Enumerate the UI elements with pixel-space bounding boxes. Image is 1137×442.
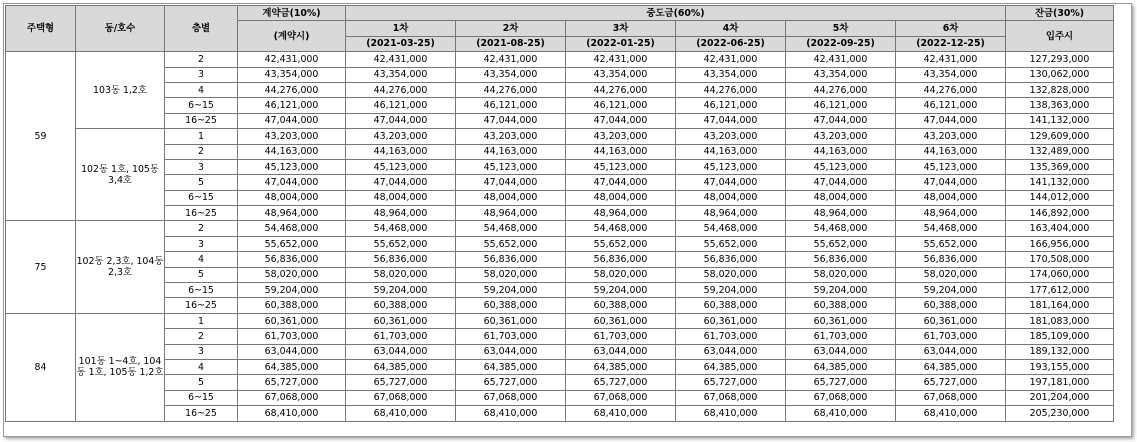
cell-deposit: 42,431,000 [238, 52, 346, 67]
cell-installment: 60,361,000 [786, 313, 896, 328]
cell-installment: 44,163,000 [896, 144, 1006, 159]
cell-installment: 44,276,000 [676, 82, 786, 97]
cell-installment: 55,652,000 [566, 236, 676, 251]
cell-installment: 48,964,000 [346, 206, 456, 221]
cell-balance: 141,132,000 [1006, 175, 1114, 190]
header-middle: 중도금(60%) [346, 6, 1006, 21]
header-balance: 잔금(30%) [1006, 6, 1114, 21]
cell-installment: 60,361,000 [896, 313, 1006, 328]
cell-deposit: 44,163,000 [238, 144, 346, 159]
cell-installment: 48,004,000 [786, 190, 896, 205]
cell-installment: 42,431,000 [456, 52, 566, 67]
cell-deposit: 55,652,000 [238, 236, 346, 251]
cell-installment: 54,468,000 [566, 221, 676, 236]
cell-deposit: 45,123,000 [238, 159, 346, 174]
cell-installment: 45,123,000 [566, 159, 676, 174]
cell-installment: 67,068,000 [676, 390, 786, 405]
cell-installment: 61,703,000 [786, 329, 896, 344]
cell-installment: 63,044,000 [346, 344, 456, 359]
cell-balance: 181,164,000 [1006, 298, 1114, 313]
cell-installment: 56,836,000 [566, 252, 676, 267]
cell-deposit: 59,204,000 [238, 283, 346, 298]
cell-installment: 65,727,000 [346, 375, 456, 390]
cell-installment: 44,163,000 [786, 144, 896, 159]
table-row [6, 252, 1114, 267]
cell-installment: 43,354,000 [676, 67, 786, 82]
cell-installment: 64,385,000 [896, 359, 1006, 374]
cell-deposit: 58,020,000 [238, 267, 346, 282]
header-installment-date: (2022-12-25) [896, 36, 1006, 51]
cell-installment: 67,068,000 [566, 390, 676, 405]
cell-installment: 54,468,000 [786, 221, 896, 236]
table-row [6, 298, 1114, 313]
cell-type: 75 [6, 221, 76, 313]
cell-floor: 6~15 [165, 98, 238, 113]
cell-installment: 48,004,000 [676, 190, 786, 205]
cell-dong: 102동 2,3호, 104동 2,3호 [76, 221, 165, 313]
header-floor: 층별 [165, 6, 238, 52]
table-row [6, 159, 1114, 174]
cell-installment: 47,044,000 [676, 175, 786, 190]
table-row [6, 113, 1114, 128]
cell-floor: 3 [165, 67, 238, 82]
cell-deposit: 60,388,000 [238, 298, 346, 313]
cell-installment: 67,068,000 [456, 390, 566, 405]
cell-deposit: 60,361,000 [238, 313, 346, 328]
header-installment-date: (2022-01-25) [566, 36, 676, 51]
cell-balance: 197,181,000 [1006, 375, 1114, 390]
cell-installment: 55,652,000 [346, 236, 456, 251]
cell-installment: 68,410,000 [566, 406, 676, 421]
cell-installment: 42,431,000 [346, 52, 456, 67]
cell-balance: 132,828,000 [1006, 82, 1114, 97]
cell-floor: 16~25 [165, 406, 238, 421]
cell-balance: 174,060,000 [1006, 267, 1114, 282]
cell-installment: 47,044,000 [896, 113, 1006, 128]
cell-installment: 65,727,000 [896, 375, 1006, 390]
cell-installment: 43,203,000 [786, 129, 896, 144]
cell-deposit: 47,044,000 [238, 175, 346, 190]
cell-installment: 67,068,000 [346, 390, 456, 405]
cell-installment: 46,121,000 [786, 98, 896, 113]
cell-floor: 16~25 [165, 113, 238, 128]
cell-floor: 5 [165, 175, 238, 190]
cell-installment: 59,204,000 [566, 283, 676, 298]
cell-installment: 42,431,000 [566, 52, 676, 67]
cell-installment: 46,121,000 [346, 98, 456, 113]
cell-floor: 4 [165, 82, 238, 97]
table-row [6, 206, 1114, 221]
table-row [6, 52, 1114, 67]
cell-installment: 48,964,000 [676, 206, 786, 221]
cell-installment: 44,163,000 [676, 144, 786, 159]
cell-floor: 16~25 [165, 298, 238, 313]
table-row [6, 98, 1114, 113]
cell-type: 59 [6, 52, 76, 221]
cell-installment: 55,652,000 [456, 236, 566, 251]
cell-balance: 170,508,000 [1006, 252, 1114, 267]
header-installment-date: (2021-03-25) [346, 36, 456, 51]
cell-dong: 103동 1,2호 [76, 52, 165, 129]
cell-deposit: 56,836,000 [238, 252, 346, 267]
cell-installment: 48,004,000 [566, 190, 676, 205]
table-row [6, 283, 1114, 298]
cell-installment: 43,354,000 [456, 67, 566, 82]
cell-installment: 45,123,000 [346, 159, 456, 174]
cell-installment: 43,203,000 [676, 129, 786, 144]
cell-deposit: 43,203,000 [238, 129, 346, 144]
cell-balance: 193,155,000 [1006, 359, 1114, 374]
header-dong: 동/호수 [76, 6, 165, 52]
cell-installment: 42,431,000 [896, 52, 1006, 67]
cell-installment: 61,703,000 [456, 329, 566, 344]
cell-deposit: 46,121,000 [238, 98, 346, 113]
cell-deposit: 47,044,000 [238, 113, 346, 128]
cell-installment: 58,020,000 [566, 267, 676, 282]
cell-installment: 47,044,000 [676, 113, 786, 128]
cell-installment: 60,388,000 [786, 298, 896, 313]
cell-installment: 47,044,000 [566, 175, 676, 190]
cell-installment: 65,727,000 [676, 375, 786, 390]
cell-installment: 47,044,000 [456, 113, 566, 128]
cell-installment: 60,388,000 [456, 298, 566, 313]
cell-installment: 60,361,000 [566, 313, 676, 328]
cell-installment: 43,203,000 [346, 129, 456, 144]
cell-installment: 60,361,000 [346, 313, 456, 328]
table-header [6, 6, 1114, 52]
table-row [6, 67, 1114, 82]
cell-installment: 48,964,000 [786, 206, 896, 221]
cell-floor: 4 [165, 359, 238, 374]
cell-balance: 127,293,000 [1006, 52, 1114, 67]
cell-balance: 201,204,000 [1006, 390, 1114, 405]
cell-installment: 60,388,000 [676, 298, 786, 313]
cell-installment: 42,431,000 [676, 52, 786, 67]
table-row [6, 359, 1114, 374]
cell-installment: 56,836,000 [896, 252, 1006, 267]
cell-installment: 48,004,000 [456, 190, 566, 205]
cell-installment: 46,121,000 [896, 98, 1006, 113]
cell-installment: 61,703,000 [566, 329, 676, 344]
cell-installment: 68,410,000 [346, 406, 456, 421]
cell-balance: 166,956,000 [1006, 236, 1114, 251]
cell-installment: 45,123,000 [456, 159, 566, 174]
cell-balance: 189,132,000 [1006, 344, 1114, 359]
cell-installment: 47,044,000 [566, 113, 676, 128]
cell-installment: 43,354,000 [786, 67, 896, 82]
table-row [6, 344, 1114, 359]
cell-installment: 68,410,000 [786, 406, 896, 421]
cell-installment: 59,204,000 [346, 283, 456, 298]
header-installment-label: 6차 [896, 21, 1006, 36]
cell-floor: 2 [165, 329, 238, 344]
cell-balance: 138,363,000 [1006, 98, 1114, 113]
cell-installment: 48,964,000 [456, 206, 566, 221]
cell-installment: 64,385,000 [786, 359, 896, 374]
cell-floor: 2 [165, 52, 238, 67]
header-installment-label: 1차 [346, 21, 456, 36]
cell-installment: 59,204,000 [896, 283, 1006, 298]
cell-installment: 68,410,000 [896, 406, 1006, 421]
cell-balance: 129,609,000 [1006, 129, 1114, 144]
cell-balance: 144,012,000 [1006, 190, 1114, 205]
cell-floor: 6~15 [165, 390, 238, 405]
cell-installment: 44,276,000 [896, 82, 1006, 97]
cell-installment: 43,354,000 [896, 67, 1006, 82]
cell-balance: 132,489,000 [1006, 144, 1114, 159]
cell-installment: 45,123,000 [676, 159, 786, 174]
cell-deposit: 61,703,000 [238, 329, 346, 344]
table-row [6, 221, 1114, 236]
header-installment-label: 5차 [786, 21, 896, 36]
cell-installment: 60,388,000 [896, 298, 1006, 313]
cell-installment: 48,964,000 [896, 206, 1006, 221]
table-row [6, 190, 1114, 205]
cell-installment: 42,431,000 [786, 52, 896, 67]
table-row [6, 82, 1114, 97]
cell-installment: 43,354,000 [346, 67, 456, 82]
cell-installment: 60,388,000 [346, 298, 456, 313]
cell-installment: 47,044,000 [786, 175, 896, 190]
cell-installment: 44,276,000 [786, 82, 896, 97]
cell-deposit: 67,068,000 [238, 390, 346, 405]
cell-floor: 2 [165, 221, 238, 236]
cell-installment: 56,836,000 [456, 252, 566, 267]
cell-installment: 55,652,000 [676, 236, 786, 251]
cell-installment: 44,163,000 [566, 144, 676, 159]
table-row [6, 144, 1114, 159]
cell-installment: 56,836,000 [346, 252, 456, 267]
cell-installment: 46,121,000 [566, 98, 676, 113]
table-row [6, 267, 1114, 282]
cell-installment: 65,727,000 [456, 375, 566, 390]
table-row [6, 129, 1114, 144]
header-installment-date: (2022-06-25) [676, 36, 786, 51]
cell-installment: 47,044,000 [346, 175, 456, 190]
table-row [6, 313, 1114, 328]
cell-installment: 60,388,000 [566, 298, 676, 313]
cell-installment: 63,044,000 [566, 344, 676, 359]
payment-schedule-table [5, 5, 1114, 422]
cell-deposit: 63,044,000 [238, 344, 346, 359]
cell-installment: 45,123,000 [786, 159, 896, 174]
cell-installment: 59,204,000 [456, 283, 566, 298]
cell-installment: 65,727,000 [566, 375, 676, 390]
cell-installment: 64,385,000 [456, 359, 566, 374]
cell-type: 84 [6, 313, 76, 421]
cell-floor: 5 [165, 375, 238, 390]
cell-installment: 60,361,000 [456, 313, 566, 328]
header-deposit-sub: (계약시) [238, 21, 346, 52]
cell-installment: 48,004,000 [896, 190, 1006, 205]
cell-installment: 54,468,000 [896, 221, 1006, 236]
cell-installment: 67,068,000 [786, 390, 896, 405]
header-deposit: 계약금(10%) [238, 6, 346, 21]
cell-balance: 185,109,000 [1006, 329, 1114, 344]
cell-installment: 46,121,000 [456, 98, 566, 113]
cell-deposit: 64,385,000 [238, 359, 346, 374]
cell-installment: 58,020,000 [896, 267, 1006, 282]
cell-installment: 59,204,000 [676, 283, 786, 298]
cell-installment: 56,836,000 [786, 252, 896, 267]
cell-floor: 3 [165, 159, 238, 174]
cell-deposit: 65,727,000 [238, 375, 346, 390]
cell-installment: 47,044,000 [896, 175, 1006, 190]
cell-installment: 47,044,000 [456, 175, 566, 190]
header-installment-date: (2021-08-25) [456, 36, 566, 51]
cell-installment: 44,163,000 [456, 144, 566, 159]
table-row [6, 406, 1114, 421]
cell-installment: 54,468,000 [346, 221, 456, 236]
cell-installment: 61,703,000 [346, 329, 456, 344]
cell-installment: 56,836,000 [676, 252, 786, 267]
cell-installment: 65,727,000 [786, 375, 896, 390]
cell-installment: 64,385,000 [676, 359, 786, 374]
cell-balance: 146,892,000 [1006, 206, 1114, 221]
cell-floor: 4 [165, 252, 238, 267]
cell-installment: 63,044,000 [896, 344, 1006, 359]
cell-installment: 58,020,000 [786, 267, 896, 282]
cell-installment: 63,044,000 [456, 344, 566, 359]
cell-installment: 44,276,000 [456, 82, 566, 97]
cell-balance: 177,612,000 [1006, 283, 1114, 298]
cell-balance: 130,062,000 [1006, 67, 1114, 82]
cell-installment: 55,652,000 [786, 236, 896, 251]
cell-installment: 43,354,000 [566, 67, 676, 82]
cell-installment: 68,410,000 [676, 406, 786, 421]
cell-floor: 6~15 [165, 190, 238, 205]
cell-dong: 101동 1~4호, 104동 1호, 105동 1,2호 [76, 313, 165, 421]
cell-balance: 135,369,000 [1006, 159, 1114, 174]
cell-installment: 61,703,000 [676, 329, 786, 344]
cell-installment: 48,964,000 [566, 206, 676, 221]
cell-installment: 54,468,000 [456, 221, 566, 236]
cell-installment: 54,468,000 [676, 221, 786, 236]
cell-floor: 5 [165, 267, 238, 282]
table-row [6, 390, 1114, 405]
cell-installment: 68,410,000 [456, 406, 566, 421]
cell-installment: 58,020,000 [456, 267, 566, 282]
cell-floor: 2 [165, 144, 238, 159]
header-installment-label: 2차 [456, 21, 566, 36]
cell-installment: 44,163,000 [346, 144, 456, 159]
cell-installment: 47,044,000 [346, 113, 456, 128]
cell-floor: 16~25 [165, 206, 238, 221]
header-installment-date: (2022-09-25) [786, 36, 896, 51]
cell-installment: 44,276,000 [566, 82, 676, 97]
cell-floor: 3 [165, 236, 238, 251]
cell-installment: 67,068,000 [896, 390, 1006, 405]
cell-balance: 163,404,000 [1006, 221, 1114, 236]
cell-installment: 63,044,000 [676, 344, 786, 359]
cell-balance: 205,230,000 [1006, 406, 1114, 421]
table-row [6, 175, 1114, 190]
table-row [6, 236, 1114, 251]
cell-installment: 58,020,000 [676, 267, 786, 282]
cell-deposit: 68,410,000 [238, 406, 346, 421]
cell-floor: 6~15 [165, 283, 238, 298]
header-installment-label: 4차 [676, 21, 786, 36]
table-row [6, 375, 1114, 390]
cell-installment: 60,361,000 [676, 313, 786, 328]
header-type: 주택형 [6, 6, 76, 52]
cell-installment: 63,044,000 [786, 344, 896, 359]
cell-balance: 141,132,000 [1006, 113, 1114, 128]
cell-deposit: 54,468,000 [238, 221, 346, 236]
cell-deposit: 43,354,000 [238, 67, 346, 82]
cell-installment: 47,044,000 [786, 113, 896, 128]
cell-installment: 64,385,000 [566, 359, 676, 374]
cell-installment: 58,020,000 [346, 267, 456, 282]
cell-floor: 1 [165, 313, 238, 328]
cell-installment: 48,004,000 [346, 190, 456, 205]
cell-installment: 44,276,000 [346, 82, 456, 97]
cell-installment: 55,652,000 [896, 236, 1006, 251]
cell-installment: 59,204,000 [786, 283, 896, 298]
cell-installment: 61,703,000 [896, 329, 1006, 344]
cell-installment: 43,203,000 [896, 129, 1006, 144]
table-body [6, 52, 1114, 421]
cell-installment: 45,123,000 [896, 159, 1006, 174]
cell-installment: 43,203,000 [456, 129, 566, 144]
cell-deposit: 48,004,000 [238, 190, 346, 205]
cell-floor: 1 [165, 129, 238, 144]
cell-installment: 43,203,000 [566, 129, 676, 144]
table-row [6, 329, 1114, 344]
cell-dong: 102동 1호, 105동 3,4호 [76, 129, 165, 221]
cell-deposit: 48,964,000 [238, 206, 346, 221]
cell-installment: 46,121,000 [676, 98, 786, 113]
cell-floor: 3 [165, 344, 238, 359]
cell-deposit: 44,276,000 [238, 82, 346, 97]
cell-balance: 181,083,000 [1006, 313, 1114, 328]
cell-installment: 64,385,000 [346, 359, 456, 374]
header-balance-sub: 입주시 [1006, 21, 1114, 52]
header-installment-label: 3차 [566, 21, 676, 36]
